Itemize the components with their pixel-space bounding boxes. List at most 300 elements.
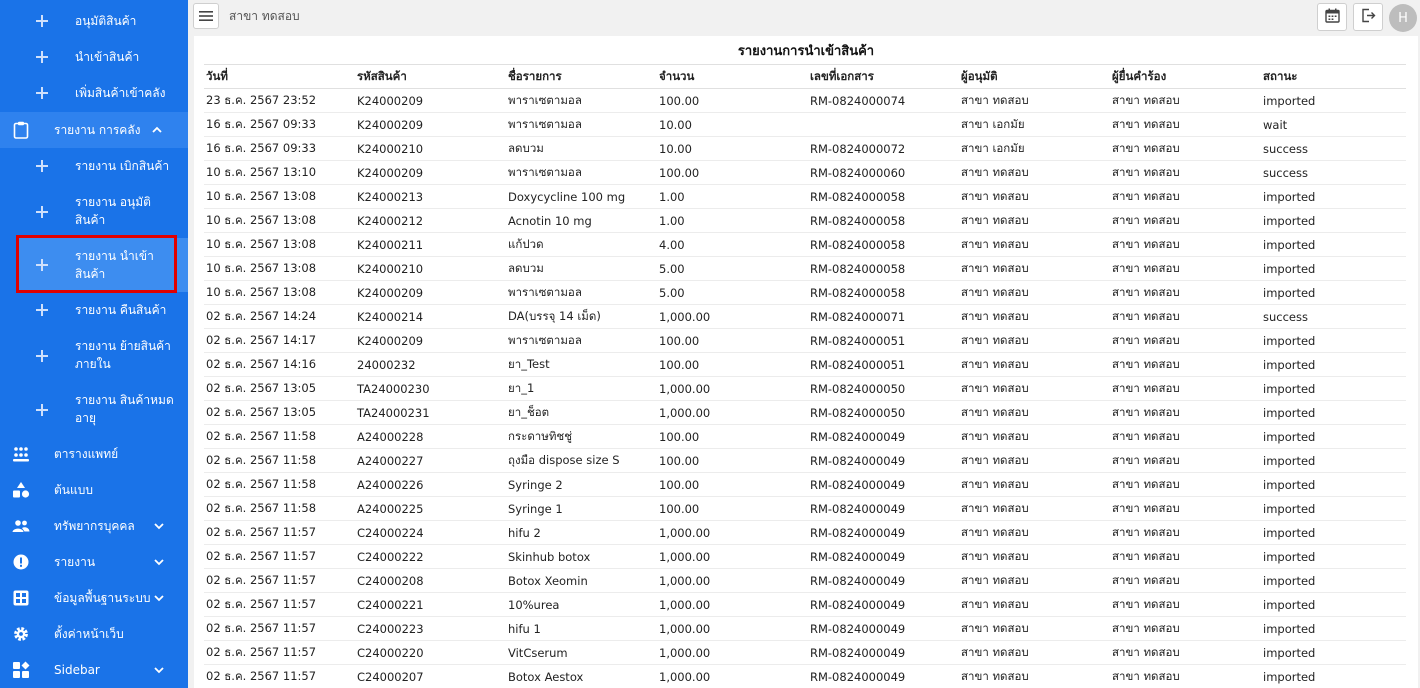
cell-approver: สาขา ทดสอบ — [959, 161, 1110, 185]
table-row — [204, 329, 1406, 353]
cell-date: 02 ธ.ค. 2567 11:57 — [204, 569, 355, 593]
cell-date: 02 ธ.ค. 2567 14:16 — [204, 353, 355, 377]
cell-item-name: ยา_ช็อต — [506, 401, 657, 425]
cell-approver: สาขา เอกมัย — [959, 137, 1110, 161]
cell-document-no: RM-0824000074 — [808, 89, 959, 113]
top-bar — [188, 0, 1420, 36]
cell-status: imported — [1261, 521, 1406, 545]
cell-product-code: K24000209 — [355, 161, 506, 185]
cell-product-code: C24000224 — [355, 521, 506, 545]
chevron-down-icon — [152, 555, 166, 569]
cell-item-name: ลดบวม — [506, 257, 657, 281]
cell-item-name: ยา_1 — [506, 377, 657, 401]
cell-requester: สาขา ทดสอบ — [1110, 545, 1261, 569]
cell-quantity: 5.00 — [657, 281, 808, 305]
cell-requester: สาขา ทดสอบ — [1110, 665, 1261, 688]
cell-quantity: 100.00 — [657, 497, 808, 521]
table-row — [204, 233, 1406, 257]
cell-status: imported — [1261, 569, 1406, 593]
cell-item-name: 10%urea — [506, 593, 657, 617]
cell-status: imported — [1261, 329, 1406, 353]
cell-document-no: RM-0824000071 — [808, 305, 959, 329]
cell-date: 02 ธ.ค. 2567 11:57 — [204, 641, 355, 665]
grid-icon — [12, 589, 30, 607]
cell-document-no: RM-0824000051 — [808, 353, 959, 377]
cell-quantity: 1,000.00 — [657, 665, 808, 688]
sidebar-item-system-data[interactable] — [0, 584, 188, 612]
cell-product-code: K24000209 — [355, 329, 506, 353]
cell-date: 02 ธ.ค. 2567 11:58 — [204, 449, 355, 473]
table-row — [204, 449, 1406, 473]
sidebar-item-web-settings[interactable] — [0, 620, 188, 648]
widgets-icon — [12, 661, 30, 679]
cell-item-name: Syringe 1 — [506, 497, 657, 521]
cell-product-code: K24000211 — [355, 233, 506, 257]
cell-approver: สาขา ทดสอบ — [959, 473, 1110, 497]
cell-requester: สาขา ทดสอบ — [1110, 281, 1261, 305]
sidebar-item-label: รายงาน — [54, 555, 96, 569]
sidebar — [0, 0, 188, 688]
cell-approver: สาขา ทดสอบ — [959, 281, 1110, 305]
cell-approver: สาขา ทดสอบ — [959, 665, 1110, 688]
sidebar-group-inventory-report[interactable] — [0, 112, 188, 148]
column-header-date: วันที่ — [204, 65, 355, 89]
table-row — [204, 425, 1406, 449]
column-header-product-code: รหัสสินค้า — [355, 65, 506, 89]
cell-approver: สาขา ทดสอบ — [959, 401, 1110, 425]
sidebar-item-report-expired[interactable] — [0, 388, 188, 432]
table-row — [204, 185, 1406, 209]
table-row — [204, 137, 1406, 161]
column-header-item-name: ชื่อรายการ — [506, 65, 657, 89]
table-row — [204, 281, 1406, 305]
cell-document-no: RM-0824000060 — [808, 161, 959, 185]
table-row — [204, 209, 1406, 233]
cell-requester: สาขา ทดสอบ — [1110, 377, 1261, 401]
sidebar-item-report-transfer[interactable] — [0, 334, 188, 378]
cell-requester: สาขา ทดสอบ — [1110, 329, 1261, 353]
table-row — [204, 257, 1406, 281]
sidebar-item-report-withdraw[interactable] — [0, 152, 188, 180]
table-row — [204, 89, 1406, 113]
sidebar-item-doctor-schedule[interactable] — [0, 440, 188, 468]
doctor-schedule-icon — [12, 445, 30, 463]
cell-quantity: 1,000.00 — [657, 617, 808, 641]
cell-quantity: 1,000.00 — [657, 569, 808, 593]
table-row — [204, 161, 1406, 185]
cell-date: 10 ธ.ค. 2567 13:08 — [204, 185, 355, 209]
cell-item-name: แก้ปวด — [506, 233, 657, 257]
cell-status: imported — [1261, 281, 1406, 305]
sidebar-item-sidebar[interactable] — [0, 656, 188, 684]
table-row — [204, 521, 1406, 545]
cell-product-code: K24000212 — [355, 209, 506, 233]
cell-requester: สาขา ทดสอบ — [1110, 257, 1261, 281]
calendar-icon — [1325, 8, 1340, 27]
cell-quantity: 100.00 — [657, 449, 808, 473]
sidebar-item-human-resources[interactable] — [0, 512, 188, 540]
cell-document-no: RM-0824000058 — [808, 257, 959, 281]
cell-date: 10 ธ.ค. 2567 13:08 — [204, 257, 355, 281]
cell-approver: สาขา ทดสอบ — [959, 257, 1110, 281]
cell-status: imported — [1261, 257, 1406, 281]
cell-status: imported — [1261, 545, 1406, 569]
cell-status: imported — [1261, 593, 1406, 617]
cell-status: imported — [1261, 449, 1406, 473]
cell-document-no: RM-0824000049 — [808, 593, 959, 617]
cell-date: 10 ธ.ค. 2567 13:08 — [204, 209, 355, 233]
cell-product-code: K24000213 — [355, 185, 506, 209]
sidebar-item-label: ต้นแบบ — [54, 483, 93, 497]
cell-document-no: RM-0824000050 — [808, 377, 959, 401]
cell-requester: สาขา ทดสอบ — [1110, 617, 1261, 641]
cell-item-name: กระดาษทิชชู่ — [506, 425, 657, 449]
sidebar-item-label: รายงาน อนุมัติสินค้า — [75, 195, 151, 227]
cell-document-no: RM-0824000058 — [808, 209, 959, 233]
cell-date: 02 ธ.ค. 2567 11:57 — [204, 545, 355, 569]
report-title: รายงานการนำเข้าสินค้า — [737, 44, 875, 59]
cell-date: 16 ธ.ค. 2567 09:33 — [204, 137, 355, 161]
cell-date: 02 ธ.ค. 2567 11:58 — [204, 425, 355, 449]
cell-quantity: 5.00 — [657, 257, 808, 281]
table-row — [204, 473, 1406, 497]
sidebar-item-reports[interactable] — [0, 548, 188, 576]
cell-date: 02 ธ.ค. 2567 14:24 — [204, 305, 355, 329]
cell-item-name: Botox Xeomin — [506, 569, 657, 593]
cell-status: imported — [1261, 425, 1406, 449]
cell-requester: สาขา ทดสอบ — [1110, 449, 1261, 473]
plus-icon — [34, 158, 50, 174]
cell-approver: สาขา ทดสอบ — [959, 449, 1110, 473]
table-row — [204, 641, 1406, 665]
column-header-approver: ผู้อนุมัติ — [959, 65, 1110, 89]
chevron-down-icon — [152, 591, 166, 605]
sidebar-item-label: ตารางแพทย์ — [54, 447, 119, 461]
cell-product-code: TA24000231 — [355, 401, 506, 425]
cell-product-code: A24000228 — [355, 425, 506, 449]
sidebar-item-label: ตั้งค่าหน้าเว็บ — [54, 627, 124, 641]
sidebar-item-approve-products[interactable] — [0, 8, 188, 34]
calendar-button[interactable] — [1317, 3, 1347, 31]
plus-icon — [34, 257, 50, 273]
sidebar-item-report-import[interactable] — [16, 238, 188, 292]
cell-status: imported — [1261, 377, 1406, 401]
table-row — [204, 497, 1406, 521]
cell-product-code: 24000232 — [355, 353, 506, 377]
cell-document-no: RM-0824000049 — [808, 569, 959, 593]
sidebar-item-label: รายงาน ย้ายสินค้าภายใน — [75, 339, 171, 371]
cell-status: success — [1261, 161, 1406, 185]
cell-item-name: hifu 1 — [506, 617, 657, 641]
cell-requester: สาขา ทดสอบ — [1110, 113, 1261, 137]
sidebar-item-report-return[interactable] — [0, 296, 188, 324]
sidebar-item-label: รายงาน การคลัง — [54, 123, 141, 137]
cell-item-name: VitCserum — [506, 641, 657, 665]
cell-document-no: RM-0824000072 — [808, 137, 959, 161]
cell-approver: สาขา ทดสอบ — [959, 89, 1110, 113]
cell-status: imported — [1261, 209, 1406, 233]
cell-product-code: C24000220 — [355, 641, 506, 665]
column-header-status: สถานะ — [1261, 65, 1406, 89]
cell-status: imported — [1261, 353, 1406, 377]
sidebar-item-template[interactable] — [0, 476, 188, 504]
cell-requester: สาขา ทดสอบ — [1110, 401, 1261, 425]
table-row — [204, 617, 1406, 641]
cell-requester: สาขา ทดสอบ — [1110, 641, 1261, 665]
plus-icon — [34, 402, 50, 418]
cell-document-no: RM-0824000049 — [808, 641, 959, 665]
sidebar-item-label: นำเข้าสินค้า — [75, 50, 140, 64]
cell-approver: สาขา ทดสอบ — [959, 377, 1110, 401]
cell-requester: สาขา ทดสอบ — [1110, 569, 1261, 593]
cell-quantity: 1,000.00 — [657, 305, 808, 329]
cell-approver: สาขา เอกมัย — [959, 113, 1110, 137]
cell-item-name: DA(บรรจุ 14 เม็ด) — [506, 305, 657, 329]
cell-status: wait — [1261, 113, 1406, 137]
plus-icon — [34, 13, 50, 29]
cell-status: imported — [1261, 665, 1406, 688]
cell-date: 02 ธ.ค. 2567 11:57 — [204, 665, 355, 688]
sidebar-item-label: Sidebar — [54, 663, 100, 677]
cell-approver: สาขา ทดสอบ — [959, 545, 1110, 569]
cell-item-name: พาราเซตามอล — [506, 89, 657, 113]
cell-quantity: 100.00 — [657, 161, 808, 185]
clipboard-icon — [12, 121, 30, 139]
cell-product-code: K24000209 — [355, 113, 506, 137]
report-table — [204, 64, 1406, 688]
cell-quantity: 1.00 — [657, 209, 808, 233]
plus-icon — [34, 348, 50, 364]
cell-document-no: RM-0824000049 — [808, 617, 959, 641]
cell-document-no: RM-0824000049 — [808, 497, 959, 521]
cell-date: 10 ธ.ค. 2567 13:10 — [204, 161, 355, 185]
cell-item-name: Syringe 2 — [506, 473, 657, 497]
cell-date: 02 ธ.ค. 2567 13:05 — [204, 401, 355, 425]
cell-quantity: 100.00 — [657, 89, 808, 113]
cell-quantity: 1,000.00 — [657, 401, 808, 425]
cell-document-no: RM-0824000058 — [808, 281, 959, 305]
cell-status: imported — [1261, 617, 1406, 641]
cell-quantity: 10.00 — [657, 137, 808, 161]
chevron-down-icon — [152, 519, 166, 533]
cell-requester: สาขา ทดสอบ — [1110, 185, 1261, 209]
cell-quantity: 1.00 — [657, 185, 808, 209]
sidebar-item-label: รายงาน คืนสินค้า — [75, 303, 167, 317]
logout-button[interactable] — [1353, 3, 1383, 31]
table-row — [204, 593, 1406, 617]
cell-quantity: 1,000.00 — [657, 641, 808, 665]
cell-status: success — [1261, 137, 1406, 161]
cell-document-no: RM-0824000049 — [808, 449, 959, 473]
cell-item-name: Doxycycline 100 mg — [506, 185, 657, 209]
cell-document-no: RM-0824000049 — [808, 425, 959, 449]
cell-date: 02 ธ.ค. 2567 14:17 — [204, 329, 355, 353]
cell-product-code: A24000225 — [355, 497, 506, 521]
cell-status: imported — [1261, 641, 1406, 665]
table-row — [204, 569, 1406, 593]
logout-icon — [1361, 8, 1376, 27]
cell-quantity: 1,000.00 — [657, 545, 808, 569]
plus-icon — [34, 49, 50, 65]
cell-approver: สาขา ทดสอบ — [959, 233, 1110, 257]
cell-quantity: 100.00 — [657, 353, 808, 377]
cell-approver: สาขา ทดสอบ — [959, 425, 1110, 449]
cell-item-name: พาราเซตามอล — [506, 281, 657, 305]
table-row — [204, 113, 1406, 137]
cell-approver: สาขา ทดสอบ — [959, 209, 1110, 233]
cell-requester: สาขา ทดสอบ — [1110, 521, 1261, 545]
cell-requester: สาขา ทดสอบ — [1110, 497, 1261, 521]
cell-quantity: 1,000.00 — [657, 521, 808, 545]
chevron-down-icon — [152, 663, 166, 677]
plus-icon — [34, 302, 50, 318]
cell-product-code: A24000226 — [355, 473, 506, 497]
cell-approver: สาขา ทดสอบ — [959, 185, 1110, 209]
cell-approver: สาขา ทดสอบ — [959, 641, 1110, 665]
cell-item-name: ถุงมือ dispose size S — [506, 449, 657, 473]
table-row — [204, 401, 1406, 425]
cell-quantity: 4.00 — [657, 233, 808, 257]
cell-product-code: K24000209 — [355, 281, 506, 305]
cell-product-code: K24000214 — [355, 305, 506, 329]
cell-document-no: RM-0824000049 — [808, 665, 959, 688]
cell-product-code: K24000210 — [355, 137, 506, 161]
cell-quantity: 1,000.00 — [657, 377, 808, 401]
table-row — [204, 377, 1406, 401]
cell-product-code: A24000227 — [355, 449, 506, 473]
cell-item-name: hifu 2 — [506, 521, 657, 545]
shapes-icon — [12, 481, 30, 499]
cell-document-no — [808, 113, 959, 137]
report-panel — [194, 36, 1418, 688]
cell-date: 10 ธ.ค. 2567 13:08 — [204, 233, 355, 257]
cell-document-no: RM-0824000050 — [808, 401, 959, 425]
people-icon — [12, 517, 30, 535]
cell-requester: สาขา ทดสอบ — [1110, 353, 1261, 377]
cell-approver: สาขา ทดสอบ — [959, 569, 1110, 593]
cell-requester: สาขา ทดสอบ — [1110, 233, 1261, 257]
sidebar-item-label: รายงาน เบิกสินค้า — [75, 159, 170, 173]
table-body — [204, 89, 1406, 688]
cell-product-code: K24000209 — [355, 89, 506, 113]
column-header-quantity: จำนวน — [657, 65, 808, 89]
cell-product-code: C24000222 — [355, 545, 506, 569]
sidebar-item-label: รายงาน สินค้าหมดอายุ — [75, 393, 174, 425]
plus-icon — [34, 85, 50, 101]
cell-item-name: ยา_Test — [506, 353, 657, 377]
cell-status: imported — [1261, 473, 1406, 497]
cell-date: 10 ธ.ค. 2567 13:08 — [204, 281, 355, 305]
cell-date: 02 ธ.ค. 2567 11:58 — [204, 497, 355, 521]
cell-item-name: พาราเซตามอล — [506, 161, 657, 185]
hamburger-icon — [199, 7, 213, 26]
sidebar-item-label: อนุมัติสินค้า — [75, 14, 137, 28]
cell-status: imported — [1261, 89, 1406, 113]
cell-date: 02 ธ.ค. 2567 13:05 — [204, 377, 355, 401]
cell-product-code: C24000208 — [355, 569, 506, 593]
cell-item-name: พาราเซตามอล — [506, 329, 657, 353]
cell-item-name: พาราเซตามอล — [506, 113, 657, 137]
table-row — [204, 305, 1406, 329]
cell-document-no: RM-0824000051 — [808, 329, 959, 353]
sidebar-item-label: ข้อมูลพื้นฐานระบบ — [54, 591, 151, 605]
cell-date: 16 ธ.ค. 2567 09:33 — [204, 113, 355, 137]
cell-date: 02 ธ.ค. 2567 11:57 — [204, 617, 355, 641]
table-header-row — [204, 65, 1406, 89]
cell-date: 02 ธ.ค. 2567 11:57 — [204, 521, 355, 545]
cell-quantity: 10.00 — [657, 113, 808, 137]
cell-item-name: Acnotin 10 mg — [506, 209, 657, 233]
cell-product-code: C24000221 — [355, 593, 506, 617]
cell-requester: สาขา ทดสอบ — [1110, 473, 1261, 497]
cell-document-no: RM-0824000058 — [808, 185, 959, 209]
avatar[interactable]: H — [1389, 4, 1417, 32]
cell-document-no: RM-0824000049 — [808, 521, 959, 545]
cell-requester: สาขา ทดสอบ — [1110, 425, 1261, 449]
column-header-document-no: เลขที่เอกสาร — [808, 65, 959, 89]
menu-toggle-button[interactable] — [193, 3, 219, 29]
cell-approver: สาขา ทดสอบ — [959, 305, 1110, 329]
cell-status: imported — [1261, 497, 1406, 521]
cell-quantity: 100.00 — [657, 425, 808, 449]
cell-quantity: 100.00 — [657, 329, 808, 353]
sidebar-item-label: ทรัพยากรบุคคล — [54, 519, 135, 533]
cell-requester: สาขา ทดสอบ — [1110, 161, 1261, 185]
cell-item-name: Skinhub botox — [506, 545, 657, 569]
cell-approver: สาขา ทดสอบ — [959, 329, 1110, 353]
cell-date: 23 ธ.ค. 2567 23:52 — [204, 89, 355, 113]
cell-product-code: TA24000230 — [355, 377, 506, 401]
sidebar-item-label: รายงาน นำเข้าสินค้า — [75, 249, 154, 281]
cell-quantity: 100.00 — [657, 473, 808, 497]
cell-quantity: 1,000.00 — [657, 593, 808, 617]
cell-approver: สาขา ทดสอบ — [959, 497, 1110, 521]
cell-item-name: ลดบวม — [506, 137, 657, 161]
cell-status: success — [1261, 305, 1406, 329]
gear-icon — [12, 625, 30, 643]
cell-date: 02 ธ.ค. 2567 11:58 — [204, 473, 355, 497]
cell-approver: สาขา ทดสอบ — [959, 353, 1110, 377]
cell-document-no: RM-0824000058 — [808, 233, 959, 257]
table-row — [204, 545, 1406, 569]
branch-title: สาขา ทดสอบ — [229, 9, 300, 23]
cell-document-no: RM-0824000049 — [808, 545, 959, 569]
cell-requester: สาขา ทดสอบ — [1110, 137, 1261, 161]
cell-requester: สาขา ทดสอบ — [1110, 209, 1261, 233]
sidebar-item-report-approve[interactable] — [0, 190, 188, 234]
cell-approver: สาขา ทดสอบ — [959, 593, 1110, 617]
chevron-up-icon — [150, 123, 164, 137]
cell-status: imported — [1261, 233, 1406, 257]
table-row — [204, 665, 1406, 688]
cell-requester: สาขา ทดสอบ — [1110, 305, 1261, 329]
cell-product-code: C24000207 — [355, 665, 506, 688]
cell-requester: สาขา ทดสอบ — [1110, 593, 1261, 617]
cell-approver: สาขา ทดสอบ — [959, 521, 1110, 545]
sidebar-item-import-products[interactable] — [0, 44, 188, 70]
table-row — [204, 353, 1406, 377]
plus-icon — [34, 204, 50, 220]
cell-document-no: RM-0824000049 — [808, 473, 959, 497]
cell-product-code: K24000210 — [355, 257, 506, 281]
cell-item-name: Botox Aestox — [506, 665, 657, 688]
cell-approver: สาขา ทดสอบ — [959, 617, 1110, 641]
cell-requester: สาขา ทดสอบ — [1110, 89, 1261, 113]
column-header-requester: ผู้ยื่นคำร้อง — [1110, 65, 1261, 89]
cell-product-code: C24000223 — [355, 617, 506, 641]
sidebar-item-label: เพิ่มสินค้าเข้าคลัง — [75, 86, 166, 100]
sidebar-item-add-stock[interactable] — [0, 80, 188, 106]
